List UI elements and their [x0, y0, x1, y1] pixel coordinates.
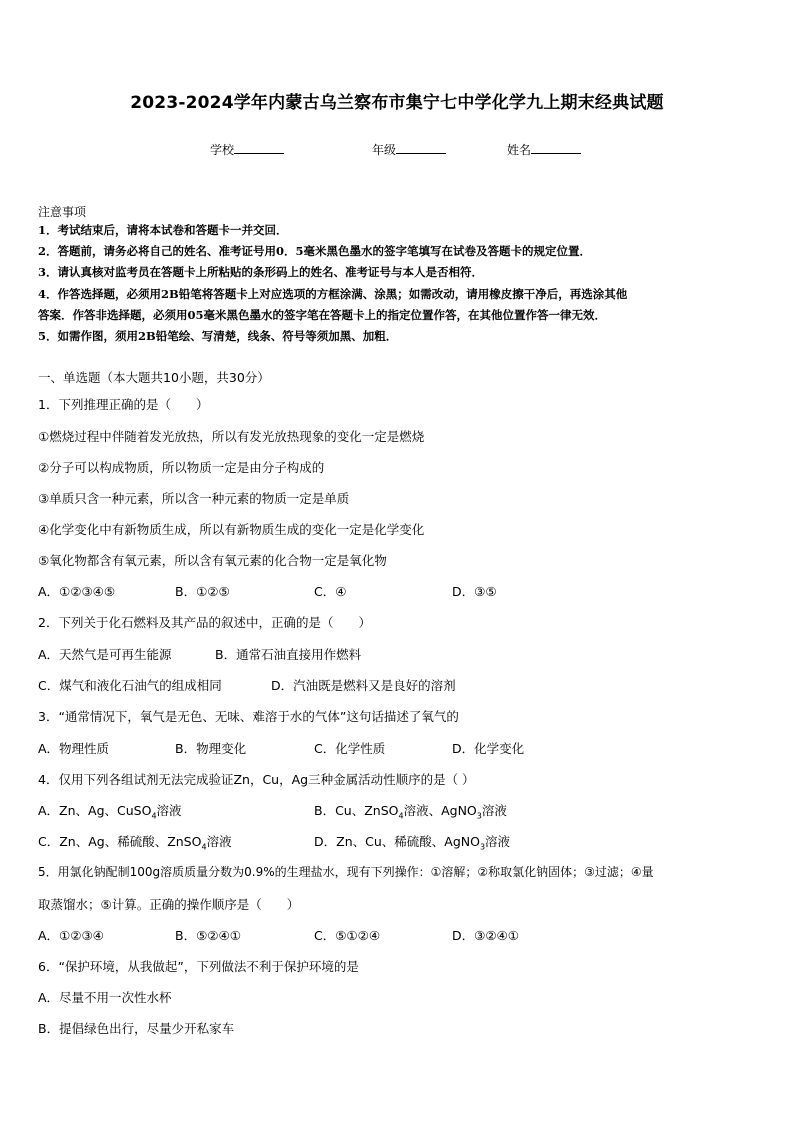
- notice-item: 答案．作答非选择题，必须用05毫米黑色墨水的签字笔在答题卡上的指定位置作答，在其他位置作答一律无效．: [38, 308, 606, 322]
- q5-option-c: C．⑤①②④: [314, 928, 381, 943]
- name-blank: [531, 141, 581, 154]
- question-5-stem: 5．用氯化钠配制100g溶质质量分数为0.9%的生理盐水，现有下列操作：①溶解；②称取氯化钠固体；③过滤；④量: [38, 865, 654, 879]
- q3-option-a: A．物理性质: [38, 741, 110, 756]
- notice-item: 1．考试结束后，请将本试卷和答题卡一并交回．: [38, 223, 288, 237]
- question-5-stem-cont: 取蒸馏水；⑤计算。正确的操作顺序是（ ）: [38, 897, 300, 912]
- grade-label: 年级: [372, 143, 397, 157]
- q3-option-d: D．化学变化: [452, 741, 525, 756]
- subscript: 3: [476, 811, 482, 821]
- q4-option-c-text: C．Zn、Ag、稀硫酸、ZnSO: [38, 834, 202, 849]
- q4-option-a: [38, 801, 182, 821]
- grade-field: [372, 141, 446, 158]
- name-label: 姓名: [507, 143, 532, 157]
- question-6-stem: 6．“保护环境，从我做起”，下列做法不利于保护环境的是: [38, 959, 359, 974]
- subscript: 4: [151, 811, 157, 821]
- q1-option-c: C．④: [314, 584, 347, 599]
- q1-statement: ⑤氧化物都含有氧元素，所以含有氧元素的化合物一定是氧化物: [38, 553, 387, 568]
- school-blank: [234, 141, 284, 154]
- q1-statement: ①燃烧过程中伴随着发光放热，所以有发光放热现象的变化一定是燃烧: [38, 429, 425, 444]
- notice-item: 2．答题前，请务必将自己的姓名、准考证号用0．5毫米黑色墨水的签字笔填写在试卷及答题卡的规定位置．: [38, 244, 591, 258]
- q4-option-c-suffix: 溶液: [206, 834, 232, 849]
- q2-option-d: D．汽油既是燃料又是良好的溶剂: [271, 678, 456, 693]
- q4-option-b-mid: 溶液、AgNO: [403, 803, 477, 818]
- notice-item: 4．作答选择题，必须用2B铅笔将答题卡上对应选项的方框涂满、涂黑；如需改动，请用橡皮擦干净后，再选涂其他: [38, 287, 628, 301]
- q3-option-c: C．化学性质: [314, 741, 386, 756]
- q4-option-d-suffix: 溶液: [485, 834, 511, 849]
- q4-option-b: [314, 801, 507, 821]
- q1-statement: ③单质只含一种元素，所以含一种元素的物质一定是单质: [38, 491, 350, 506]
- school-label: 学校: [210, 143, 235, 157]
- name-field: [507, 141, 581, 158]
- q3-option-b: B．物理变化: [175, 741, 247, 756]
- notice-item: 5．如需作图，须用2B铅笔绘、写清楚，线条、符号等须加黑、加粗．: [38, 329, 398, 343]
- grade-blank: [396, 141, 446, 154]
- q1-statement: ④化学变化中有新物质生成，所以有新物质生成的变化一定是化学变化: [38, 522, 425, 537]
- q2-option-c: C．煤气和液化石油气的组成相同: [38, 678, 222, 693]
- q6-option-b: B．提倡绿色出行，尽量少开私家车: [38, 1021, 235, 1036]
- q1-option-a: A．①②③④⑤: [38, 584, 116, 599]
- q5-option-b: B．⑤②④①: [175, 928, 241, 943]
- subscript: 3: [479, 842, 486, 852]
- question-1-stem: 1．下列推理正确的是（ ）: [38, 397, 209, 412]
- q6-option-a: A．尽量不用一次性水杯: [38, 990, 172, 1005]
- q4-option-d-text: D．Zn、Cu、稀硫酸、AgNO: [314, 834, 480, 849]
- q1-option-b: B．①②⑤: [175, 584, 230, 599]
- notice-item: 3．请认真核对监考员在答题卡上所粘贴的条形码上的姓名、准考证号与本人是否相符．: [38, 265, 483, 279]
- q2-option-b: B．通常石油直接用作燃料: [215, 647, 362, 662]
- q4-option-a-suffix: 溶液: [156, 803, 182, 818]
- school-field: [210, 141, 284, 158]
- q4-option-a-text: A．Zn、Ag、CuSO: [38, 803, 152, 818]
- notice-heading: 注意事项: [38, 205, 87, 219]
- q4-option-d: [314, 832, 510, 852]
- question-2-stem: 2．下列关于化石燃料及其产品的叙述中，正确的是（ ）: [38, 615, 371, 630]
- q2-option-a: A．天然气是可再生能源: [38, 647, 172, 662]
- subscript: 4: [398, 811, 404, 821]
- q1-option-d: D．③⑤: [452, 584, 497, 599]
- q5-option-a: A．①②③④: [38, 928, 104, 943]
- question-4-stem: 4．仅用下列各组试剂无法完成验证Zn，Cu，Ag三种金属活动性顺序的是（ ）: [38, 772, 475, 787]
- q4-option-b-text: B．Cu、ZnSO: [314, 803, 399, 818]
- subscript: 4: [201, 842, 207, 852]
- q4-option-c: [38, 832, 232, 852]
- q4-option-b-suffix: 溶液: [481, 803, 507, 818]
- question-3-stem: 3．“通常情况下，氧气是无色、无味、难溶于水的气体”这句话描述了氧气的: [38, 709, 459, 724]
- exam-title: 2023-2024学年内蒙古乌兰察布市集宁七中学化学九上期末经典试题: [130, 93, 664, 113]
- q1-statement: ②分子可以构成物质，所以物质一定是由分子构成的: [38, 460, 325, 475]
- section-heading: 一、单选题（本大题共10小题，共30分）: [38, 370, 270, 385]
- q5-option-d: D．③②④①: [452, 928, 519, 943]
